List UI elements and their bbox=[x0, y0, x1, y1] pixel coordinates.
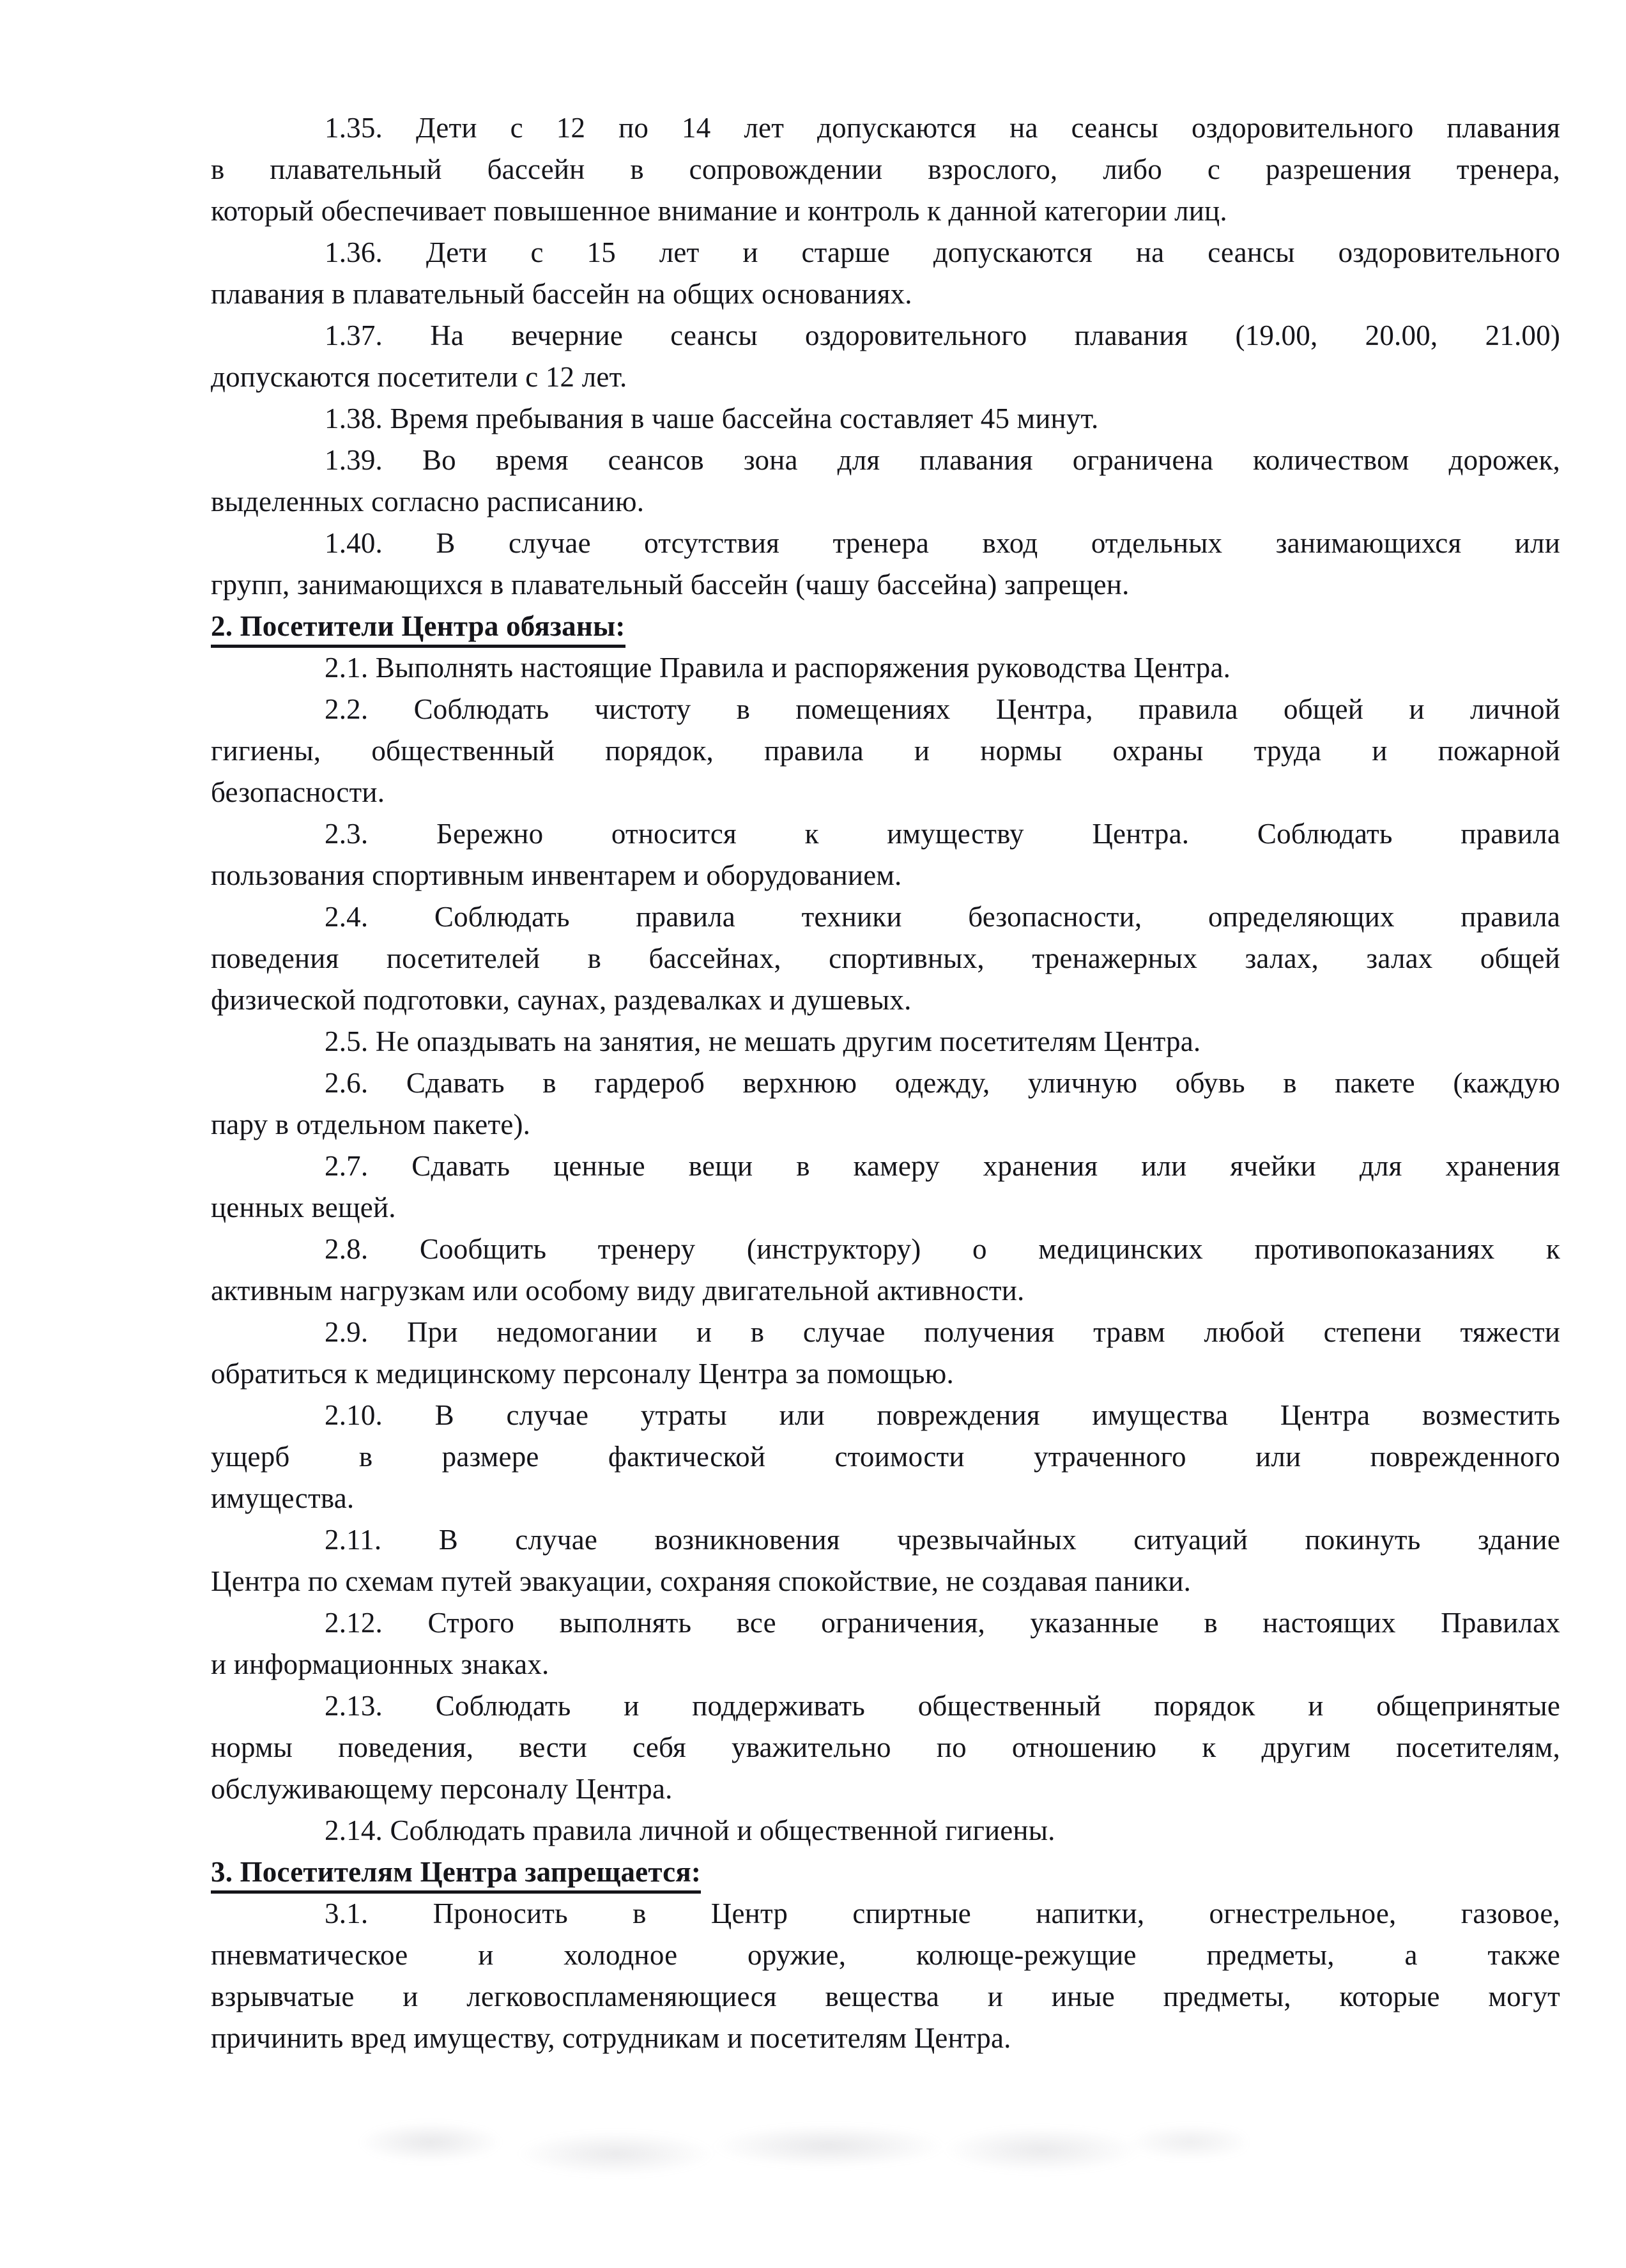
text-line: безопасности. bbox=[211, 776, 385, 808]
heading-text: 2. Посетители Центра обязаны: bbox=[211, 610, 625, 648]
text-line: 2.2. Соблюдать чистоту в помещениях Центра, правила общей и личной bbox=[325, 693, 1560, 725]
text-line: 2.14. Соблюдать правила личной и общественной гигиены. bbox=[325, 1814, 1055, 1846]
text-line: 1.40. В случае отсутствия тренера вход отдельных занимающихся или bbox=[325, 527, 1560, 559]
text-line: 2.10. В случае утраты или повреждения имущества Центра возместить bbox=[325, 1399, 1560, 1431]
heading-text: 3. Посетителям Центра запрещается: bbox=[211, 1856, 701, 1894]
paragraph bbox=[211, 689, 1560, 813]
text-line: 2.11. В случае возникновения чрезвычайных ситуаций покинуть здание bbox=[325, 1524, 1560, 1556]
text-line: имущества. bbox=[211, 1482, 355, 1514]
text-line: пневматическое и холодное оружие, колюще-режущие предметы, а также bbox=[211, 1939, 1560, 1971]
paragraph bbox=[211, 1062, 1560, 1145]
text-line: Центра по схемам путей эвакуации, сохраняя спокойствие, не создавая паники. bbox=[211, 1565, 1192, 1597]
text-line: нормы поведения, вести себя уважительно по отношению к другим посетителям, bbox=[211, 1731, 1560, 1763]
text-line: 2.7. Сдавать ценные вещи в камеру хранения или ячейки для хранения bbox=[325, 1150, 1560, 1182]
text-line: 2.5. Не опаздывать на занятия, не мешать другим посетителям Центра. bbox=[325, 1025, 1201, 1057]
text-line: пользования спортивным инвентарем и оборудованием. bbox=[211, 859, 902, 891]
text-line: 1.35. Дети с 12 по 14 лет допускаются на сеансы оздоровительного плавания bbox=[325, 112, 1560, 144]
text-line: 1.38. Время пребывания в чаше бассейна составляет 45 минут. bbox=[325, 402, 1099, 434]
text-line: 2.3. Бережно относится к имуществу Центра. Соблюдать правила bbox=[325, 818, 1560, 850]
paragraph bbox=[211, 1229, 1560, 1312]
paragraph bbox=[211, 1602, 1560, 1685]
text-line: пару в отдельном пакете). bbox=[211, 1108, 531, 1140]
paragraph bbox=[211, 1519, 1560, 1602]
text-line: 1.37. На вечерние сеансы оздоровительного плавания (19.00, 20.00, 21.00) bbox=[325, 319, 1560, 351]
text-line: 3.1. Проносить в Центр спиртные напитки, огнестрельное, газовое, bbox=[325, 1897, 1560, 1929]
paragraph bbox=[211, 647, 1560, 689]
text-line: 1.36. Дети с 15 лет и старше допускаются на сеансы оздоровительного bbox=[325, 236, 1560, 268]
text-line: который обеспечивает повышенное внимание и контроль к данной категории лиц. bbox=[211, 195, 1227, 227]
bleed-through-artifact bbox=[319, 2111, 1246, 2188]
paragraph bbox=[211, 1312, 1560, 1395]
paragraph bbox=[211, 1021, 1560, 1062]
paragraph bbox=[211, 315, 1560, 398]
text-line: плавания в плавательный бассейн на общих основаниях. bbox=[211, 278, 912, 310]
text-line: взрывчатые и легковоспламеняющиеся вещества и иные предметы, которые могут bbox=[211, 1981, 1560, 2012]
section-heading-visitors-prohibitions bbox=[211, 1851, 1560, 1893]
text-line: поведения посетителей в бассейнах, спортивных, тренажерных залах, залах общей bbox=[211, 942, 1560, 974]
paragraph bbox=[211, 1685, 1560, 1810]
text-line: 2.4. Соблюдать правила техники безопасности, определяющих правила bbox=[325, 901, 1560, 933]
section-heading-visitors-obligations bbox=[211, 606, 1560, 647]
text-line: 2.8. Сообщить тренеру (инструктору) о медицинских противопоказаниях к bbox=[325, 1233, 1560, 1265]
paragraph bbox=[211, 1145, 1560, 1229]
paragraph bbox=[211, 440, 1560, 523]
paragraph bbox=[211, 398, 1560, 440]
text-line: обратиться к медицинскому персоналу Центра за помощью. bbox=[211, 1358, 954, 1390]
text-line: 1.39. Во время сеансов зона для плавания ограничена количеством дорожек, bbox=[325, 444, 1560, 476]
paragraph bbox=[211, 1395, 1560, 1519]
text-line: 2.9. При недомогании и в случае получения травм любой степени тяжести bbox=[325, 1316, 1560, 1348]
text-line: допускаются посетители с 12 лет. bbox=[211, 361, 627, 393]
paragraph bbox=[211, 523, 1560, 606]
paragraph bbox=[211, 1893, 1560, 2059]
text-line: выделенных согласно расписанию. bbox=[211, 486, 645, 517]
text-line: физической подготовки, саунах, раздевалках и душевых. bbox=[211, 984, 912, 1016]
text-line: активным нагрузкам или особому виду двигательной активности. bbox=[211, 1275, 1025, 1306]
text-line: 2.6. Сдавать в гардероб верхнюю одежду, уличную обувь в пакете (каждую bbox=[325, 1067, 1560, 1099]
heading-line bbox=[211, 606, 1560, 647]
paragraph bbox=[211, 1810, 1560, 1851]
text-line: групп, занимающихся в плавательный бассейн (чашу бассейна) запрещен. bbox=[211, 569, 1130, 601]
text-line: причинить вред имуществу, сотрудникам и посетителям Центра. bbox=[211, 2022, 1011, 2054]
text-line: 2.13. Соблюдать и поддерживать общественный порядок и общепринятые bbox=[325, 1690, 1560, 1722]
paragraph bbox=[211, 232, 1560, 315]
paragraph bbox=[211, 107, 1560, 232]
heading-line bbox=[211, 1851, 1560, 1893]
text-line: 2.12. Строго выполнять все ограничения, указанные в настоящих Правилах bbox=[325, 1607, 1560, 1639]
document-text-block bbox=[211, 107, 1560, 2059]
text-line: 2.1. Выполнять настоящие Правила и распоряжения руководства Центра. bbox=[325, 652, 1231, 684]
text-line: гигиены, общественный порядок, правила и нормы охраны труда и пожарной bbox=[211, 735, 1560, 767]
text-line: в плавательный бассейн в сопровождении взрослого, либо с разрешения тренера, bbox=[211, 153, 1560, 185]
text-line: ценных вещей. bbox=[211, 1191, 396, 1223]
text-line: ущерб в размере фактической стоимости утраченного или поврежденного bbox=[211, 1441, 1560, 1473]
text-line: и информационных знаках. bbox=[211, 1648, 549, 1680]
text-line: обслуживающему персоналу Центра. bbox=[211, 1773, 673, 1805]
paragraph bbox=[211, 896, 1560, 1021]
paragraph bbox=[211, 813, 1560, 896]
